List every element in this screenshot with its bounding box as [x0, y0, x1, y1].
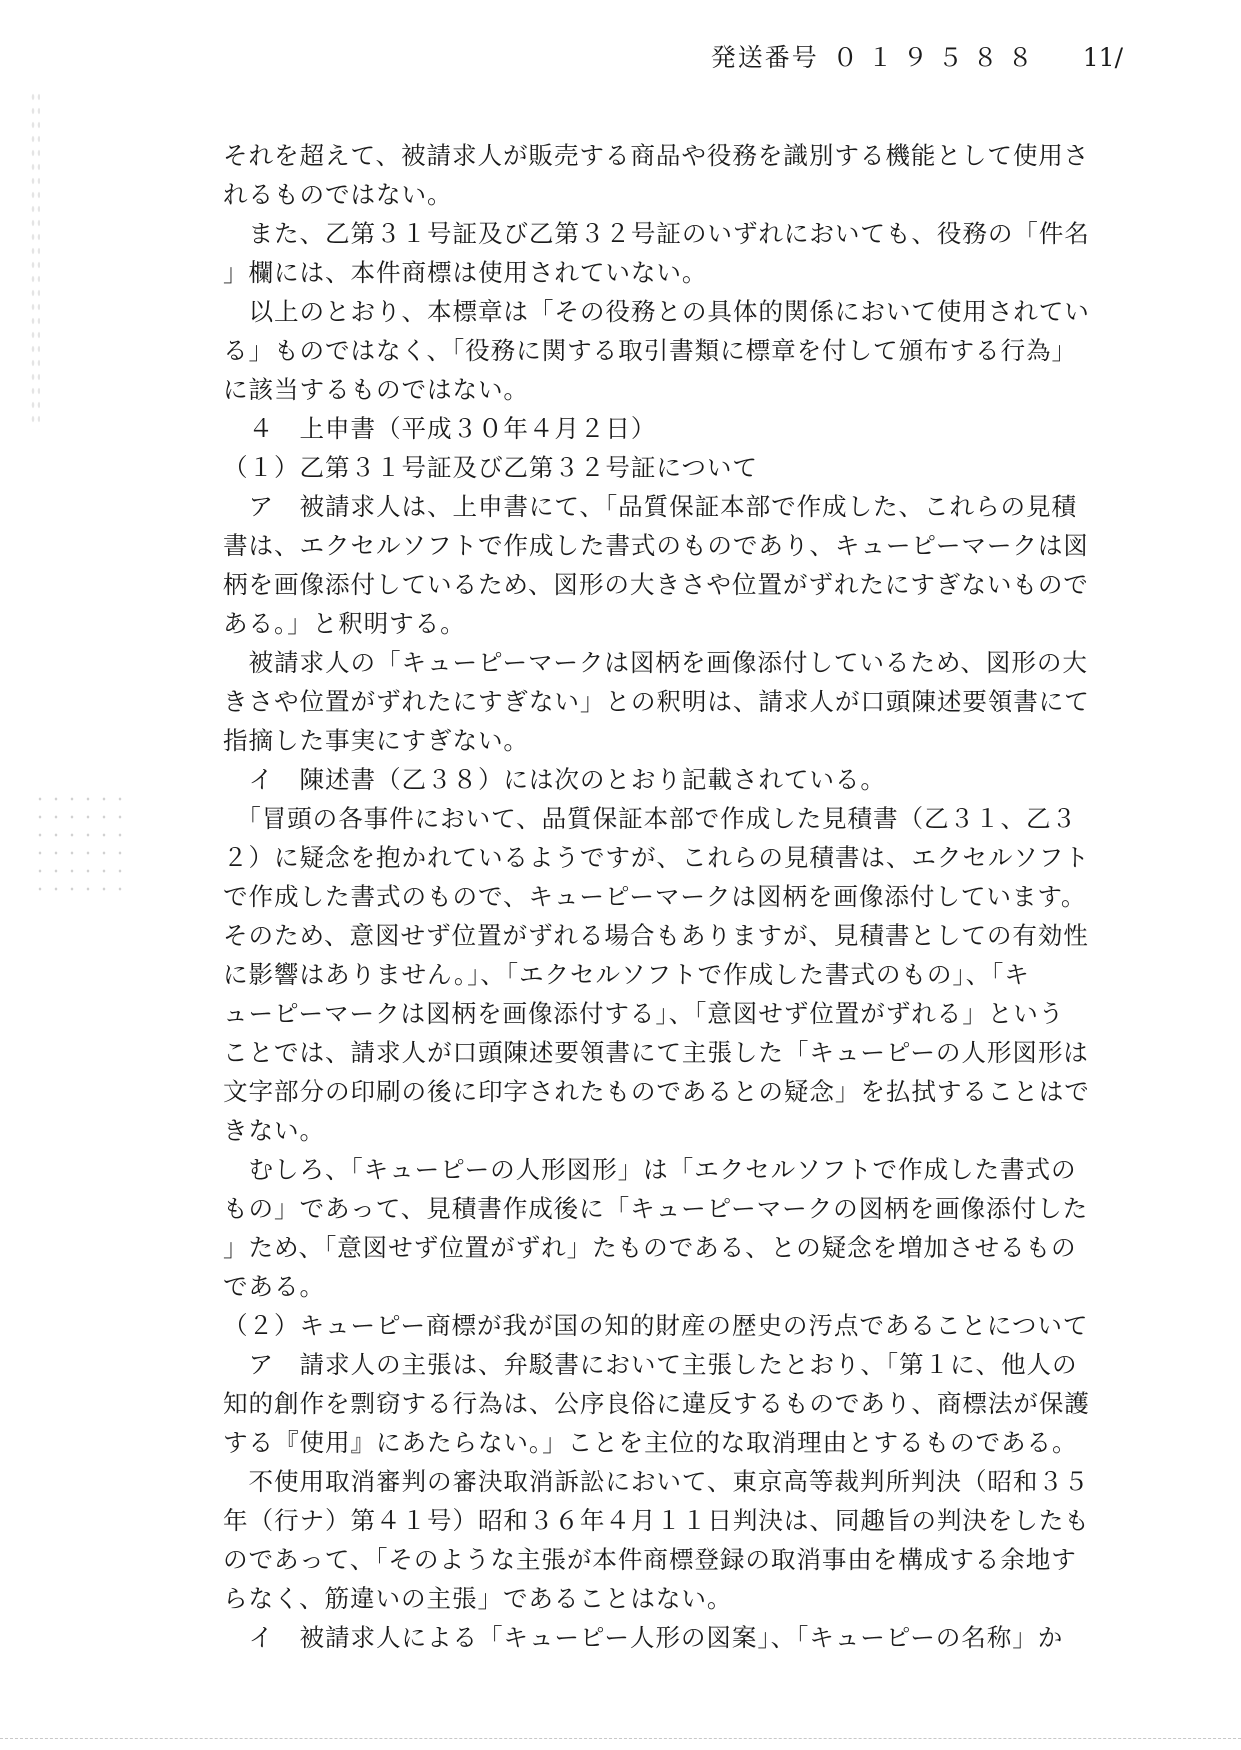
text-line: きさや位置がずれたにすぎない」との釈明は、請求人が口頭陳述要領書にて: [223, 687, 1090, 716]
text-line: 知的創作を剽窃する行為は、公序良俗に違反するものであり、商標法が保護: [223, 1389, 1090, 1418]
text-line: 被請求人の「キューピーマークは図柄を画像添付しているため、図形の大: [223, 648, 1088, 677]
text-line: それを超えて、被請求人が販売する商品や役務を識別する機能として使用さ: [223, 141, 1090, 170]
text-line: ことでは、請求人が口頭陳述要領書にて主張した「キューピーの人形図形は: [223, 1038, 1089, 1067]
text-line: らなく、筋違いの主張」であることはない。: [223, 1584, 733, 1613]
text-line: のであって、「そのような主張が本件商標登録の取消事由を構成する余地す: [223, 1545, 1077, 1574]
text-line: 」ため、「意図せず位置がずれ」たものである、との疑念を増加させるもの: [223, 1233, 1077, 1262]
text-line: 文字部分の印刷の後に印字されたものであるとの疑念」を払拭することはで: [223, 1077, 1090, 1106]
text-line: れるものではない。: [223, 180, 453, 209]
text-line: もの」であって、見積書作成後に「キューピーマークの図柄を画像添付した: [223, 1194, 1089, 1223]
text-line: に該当するものではない。: [223, 375, 529, 404]
text-line: 「冒頭の各事件において、品質保証本部で作成した見積書（乙３１、乙３: [223, 804, 1077, 833]
text-line: ューピーマークは図柄を画像添付する」、「意図せず位置がずれる」という: [223, 999, 1065, 1028]
dispatch-number: ０１９５８８: [832, 43, 1043, 72]
section-heading: ４ 上申書（平成３０年４月２日）: [223, 414, 657, 443]
text-line: そのため、意図せず位置がずれる場合もありますが、見積書としての有効性: [223, 921, 1089, 950]
text-line: イ 被請求人による「キューピー人形の図案」、「キューピーの名称」か: [223, 1623, 1064, 1652]
subsection-heading: （２）キューピー商標が我が国の知的財産の歴史の汚点であることについて: [223, 1311, 1089, 1340]
text-line: 」欄には、本件商標は使用されていない。: [223, 258, 708, 287]
text-line: ア 被請求人は、上申書にて、「品質保証本部で作成した、これらの見積: [223, 492, 1077, 521]
text-line: である。: [223, 1272, 325, 1301]
text-line: 柄を画像添付しているため、図形の大きさや位置がずれたにすぎないもので: [223, 570, 1089, 599]
text-line: する『使用』にあたらない。」ことを主位的な取消理由とするものである。: [223, 1428, 1078, 1457]
scan-edge-noise: [30, 90, 40, 430]
text-line: 年（行ナ）第４１号）昭和３６年４月１１日判決は、同趣旨の判決をしたも: [223, 1506, 1090, 1535]
dispatch-number-label: 発送番号: [710, 43, 819, 72]
text-line: また、乙第３１号証及び乙第３２号証のいずれにおいても、役務の「件名: [223, 219, 1090, 248]
text-line: むしろ、「キューピーの人形図形」は「エクセルソフトで作成した書式の: [223, 1155, 1077, 1184]
text-line: で作成した書式のもので、キューピーマークは図柄を画像添付しています。: [223, 882, 1087, 911]
text-line: 以上のとおり、本標章は「その役務との具体的関係において使用されてい: [223, 297, 1090, 326]
text-line: ２）に疑念を抱かれているようですが、これらの見積書は、エクセルソフト: [223, 843, 1090, 872]
page-number: 11/: [1082, 43, 1123, 72]
subsection-heading: （１）乙第３１号証及び乙第３２号証について: [223, 453, 758, 482]
text-line: に影響はありません。」、「エクセルソフトで作成した書式のもの」、「キ: [223, 960, 1030, 989]
text-line: る」ものではなく、「役務に関する取引書類に標章を付して頒布する行為」: [223, 336, 1077, 365]
text-line: イ 陳述書（乙３８）には次のとおり記載されている。: [223, 765, 886, 794]
page-header: [711, 38, 1123, 74]
scan-punch-marks: [32, 790, 122, 900]
text-line: ある。」と釈明する。: [223, 609, 466, 638]
document-body: [223, 136, 1090, 1657]
text-line: 不使用取消審判の審決取消訴訟において、東京高等裁判所判決（昭和３５: [223, 1467, 1090, 1496]
page-bottom-edge: [0, 1738, 1241, 1739]
text-line: きない。: [223, 1116, 325, 1145]
text-line: 書は、エクセルソフトで作成した書式のものであり、キューピーマークは図: [223, 531, 1089, 560]
text-line: ア 請求人の主張は、弁駁書において主張したとおり、「第１に、他人の: [223, 1350, 1078, 1379]
text-line: 指摘した事実にすぎない。: [223, 726, 529, 755]
